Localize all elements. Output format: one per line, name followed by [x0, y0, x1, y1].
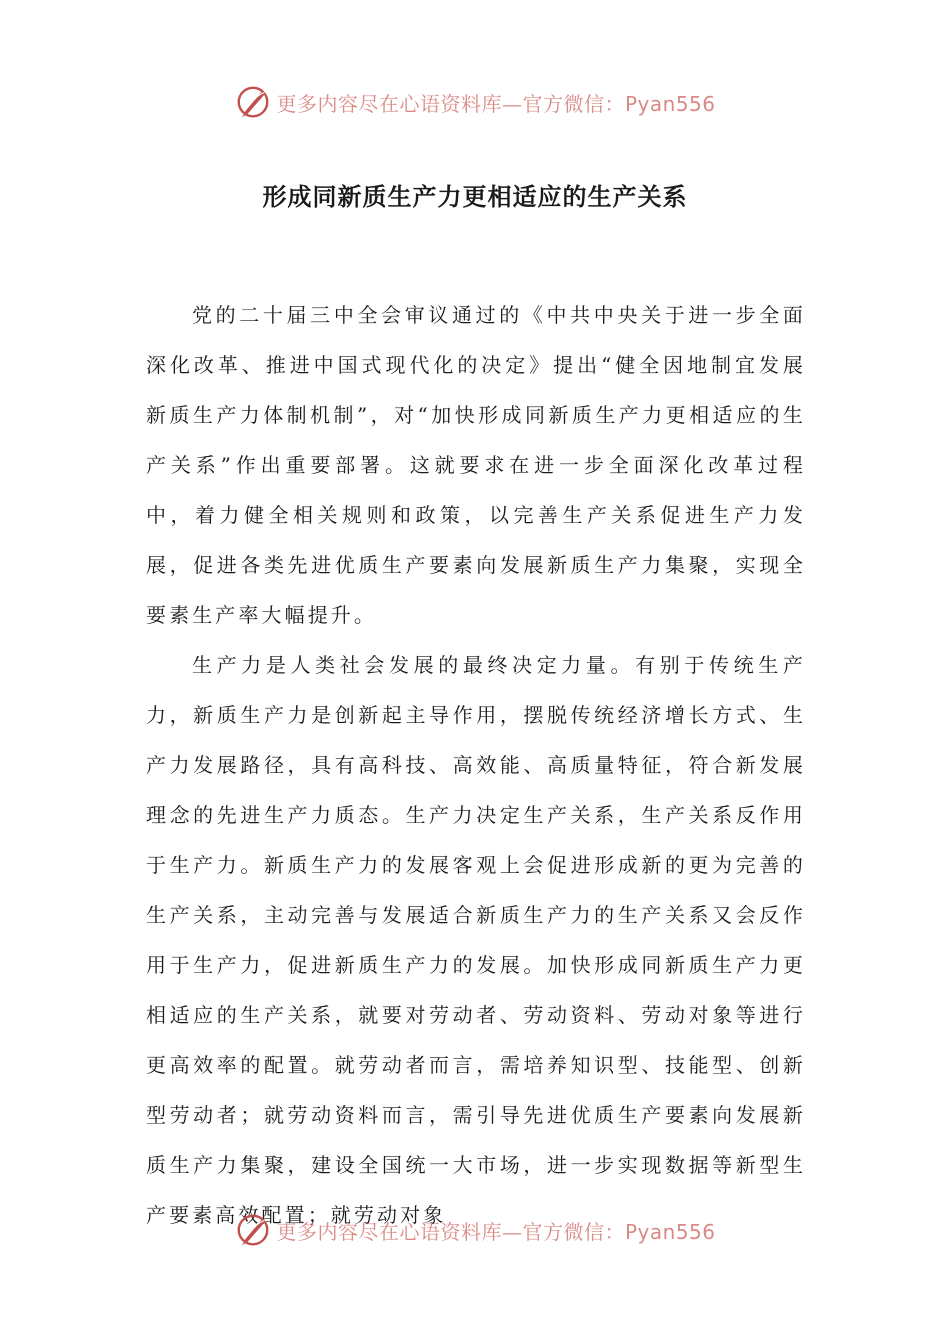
header-banner-text: [276, 88, 715, 117]
header-wechat-id: Pyan556: [624, 91, 716, 116]
quill-pen-logo-icon: [234, 83, 272, 121]
footer-banner-text: [276, 1216, 715, 1245]
footer-wechat-id: Pyan556: [624, 1219, 716, 1244]
header-banner: [0, 82, 950, 122]
quill-pen-logo-icon: [234, 1211, 272, 1249]
paragraph-2: 生产力是人类社会发展的最终决定力量。有别于传统生产力，新质生产力是创新起主导作用，摆脱传统经济增长方式、生产力发展路径，具有高科技、高效能、高质量特征，符合新发展理念的先进生产力质态。生产力决定生产关系，生产关系反作用于生产力。新质生产力的发展客观上会促进形成新的更为完善的生产关系，主动完善与发展适合新质生产力的生产关系又会反作用于生产力，促进新质生产力的发展。加快形成同新质生产力更相适应的生产关系，就要对劳动者、劳动资料、劳动对象等进行更高效率的配置。就劳动者而言，需培养知识型、技能型、创新型劳动者；就劳动资料而言，需引导先进优质生产要素向发展新质生产力集聚，建设全国统一大市场，进一步实现数据等新型生产要素高效配置；就劳动对象: [146, 653, 806, 1227]
header-banner-label: 更多内容尽在心语资料库—官方微信：: [276, 91, 625, 116]
page-title: 形成同新质生产力更相适应的生产关系: [262, 182, 688, 211]
paragraph-1: 党的二十届三中全会审议通过的《中共中央关于进一步全面深化改革、推进中国式现代化的决定》提出“健全因地制宜发展新质生产力体制机制”，对“加快形成同新质生产力更相适应的生产关系”作出重要部署。这就要求在进一步全面深化改革过程中，着力健全相关规则和政策，以完善生产关系促进生产力发展，促进各类先进优质生产要素向发展新质生产力集聚，实现全要素生产率大幅提升。: [146, 303, 806, 627]
footer-banner: [0, 1210, 950, 1250]
footer-banner-label: 更多内容尽在心语资料库—官方微信：: [276, 1219, 625, 1244]
document-body: [146, 290, 806, 1240]
